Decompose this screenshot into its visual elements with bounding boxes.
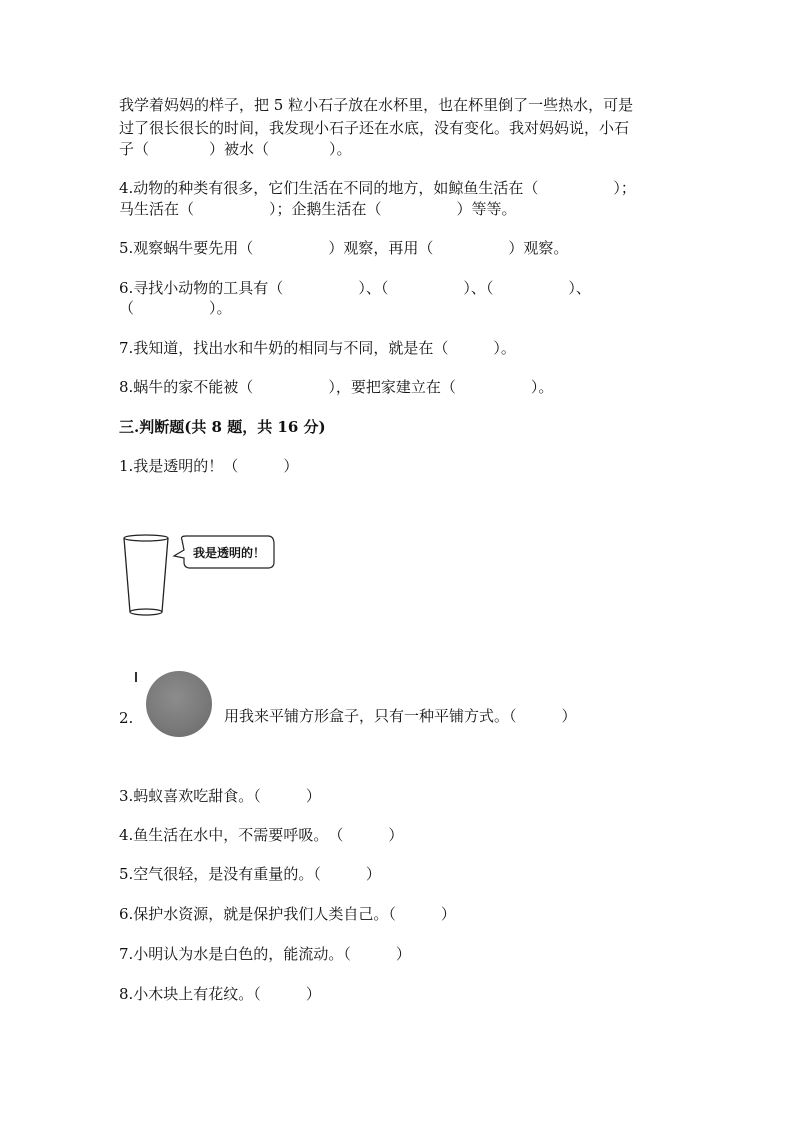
question-6-line-2: （ ）。 bbox=[119, 299, 232, 317]
judge-question-4: 4.鱼生活在水中，不需要呼吸。 （ ） bbox=[119, 826, 404, 844]
judge-question-2-number: 2. bbox=[119, 709, 134, 727]
judge-question-7: 7.小明认为水是白色的，能流动。（ ） bbox=[119, 945, 411, 963]
question-5: 5.观察蜗牛要先用（ ）观察，再用（ ）观察。 bbox=[119, 239, 569, 257]
judge-question-8: 8.小木块上有花纹。（ ） bbox=[119, 985, 321, 1003]
question-6-line-1: 6.寻找小动物的工具有（ ）、（ ）、（ ）、 bbox=[119, 279, 591, 297]
judge-question-5: 5.空气很轻，是没有重量的。（ ） bbox=[119, 865, 381, 883]
bubble-text: 我是透明的！ bbox=[192, 546, 266, 560]
question-3-line-2: 过了很长很长的时间，我发现小石子还在水底，没有变化。我对妈妈说，小石 bbox=[119, 119, 630, 137]
question-7: 7.我知道，找出水和牛奶的相同与不同，就是在（ ）。 bbox=[119, 339, 516, 357]
section-heading: 三.判断题(共 8 题，共 16 分) bbox=[119, 418, 326, 436]
judge-question-2: 用我来平铺方形盒子，只有一种平铺方式。（ ） bbox=[224, 707, 577, 725]
glass-illustration bbox=[120, 532, 280, 622]
question-4-line-1: 4.动物的种类有很多，它们生活在不同的地方，如鲸鱼生活在（ ）； bbox=[119, 179, 636, 197]
question-3-line-1: 我学着妈妈的样子，把 5 粒小石子放在水杯里，也在杯里倒了一些热水，可是 bbox=[119, 96, 634, 114]
ball-illustration bbox=[146, 671, 212, 737]
judge-question-1: 1.我是透明的！（ ） bbox=[119, 457, 299, 475]
judge-question-6: 6.保护水资源，就是保护我们人类自己。（ ） bbox=[119, 905, 456, 923]
question-4-line-2: 马生活在（ ）；企鹅生活在（ ）等等。 bbox=[119, 200, 517, 218]
question-3-line-3: 子（ ）被水（ ）。 bbox=[119, 140, 352, 158]
judge-question-3: 3.蚂蚁喜欢吃甜食。（ ） bbox=[119, 787, 321, 805]
ball-tick bbox=[135, 672, 137, 682]
question-8: 8.蜗牛的家不能被（ ），要把家建立在（ ）。 bbox=[119, 378, 554, 396]
